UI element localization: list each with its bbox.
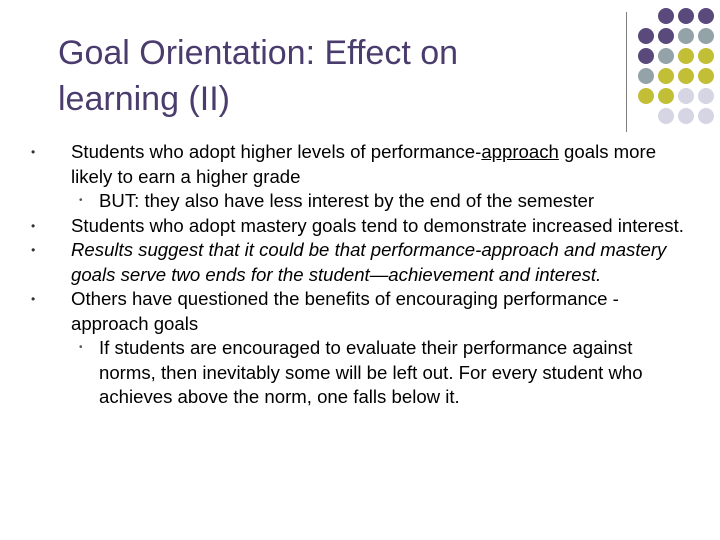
decorative-dot [678, 48, 694, 64]
decorative-dot [698, 88, 714, 104]
bullet-icon: • [31, 145, 36, 159]
bullet-icon: • [79, 195, 83, 206]
sub-bullet-text: BUT: they also have less interest by the end of the semester [99, 190, 595, 211]
decorative-dot-grid [638, 8, 720, 124]
bullet-icon: • [31, 243, 36, 257]
decorative-dot [658, 48, 674, 64]
decorative-dot [678, 28, 694, 44]
underlined-word: approach [481, 141, 559, 162]
decorative-dot [678, 88, 694, 104]
bullet-text: Results suggest that it could be that performance-approach and mastery goals serve two ends for the student—achievement and interest. [71, 239, 667, 285]
decorative-dot [638, 88, 654, 104]
bullet-icon: • [31, 292, 36, 306]
decorative-divider [626, 12, 627, 132]
decorative-dot [678, 68, 694, 84]
decorative-dot [698, 48, 714, 64]
decorative-dot [658, 88, 674, 104]
decorative-dot [698, 108, 714, 124]
title-line-2: learning (II) [58, 80, 230, 118]
decorative-dot [698, 8, 714, 24]
slide-title [58, 30, 618, 122]
bullet-icon: • [79, 342, 83, 353]
decorative-dot [678, 108, 694, 124]
sub-bullet-item [79, 336, 679, 410]
bullet-item [31, 214, 691, 239]
bullet-text: Others have questioned the benefits of encouraging performance -approach goals [71, 288, 619, 334]
sub-bullet-text: If students are encouraged to evaluate their performance against norms, then inevitably some will be left out. For every student who achieves above the norm, one falls below it. [99, 337, 643, 407]
bullet-text: Students who adopt mastery goals tend to demonstrate increased interest. [71, 214, 684, 236]
decorative-dot [638, 48, 654, 64]
bullet-icon: • [31, 218, 36, 233]
decorative-dot [658, 8, 674, 24]
bullet-item [31, 140, 691, 189]
bullet-text: Students who adopt higher levels of performance-approach goals more likely to earn a higher grade [71, 141, 657, 187]
decorative-dot [638, 68, 654, 84]
decorative-dot [638, 28, 654, 44]
decorative-dot [698, 28, 714, 44]
decorative-dot [658, 108, 674, 124]
decorative-dot [658, 68, 674, 84]
decorative-dot [678, 8, 694, 24]
title-line-1: Goal Orientation: Effect on [58, 34, 459, 72]
decorative-dot [698, 68, 714, 84]
bullet-list [0, 140, 720, 410]
bullet-item [31, 287, 691, 336]
bullet-item [31, 238, 691, 287]
decorative-dot [658, 28, 674, 44]
sub-bullet-item [79, 189, 679, 214]
